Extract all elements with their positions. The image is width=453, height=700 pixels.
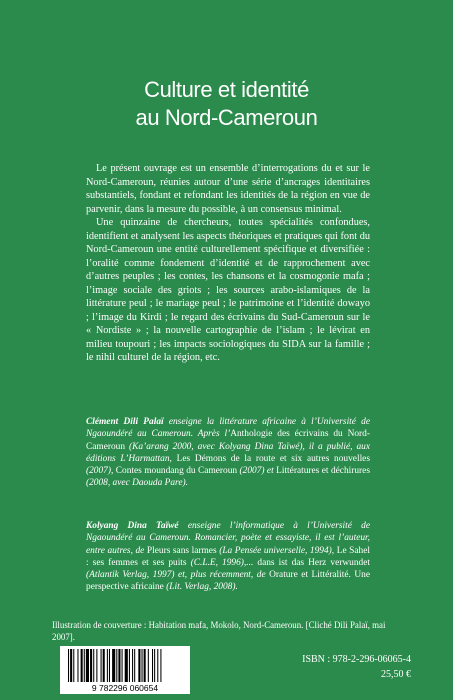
bio-text: (2007) et xyxy=(237,466,277,477)
book-title-ref: Littératures et déchirures xyxy=(276,466,370,477)
barcode-bar xyxy=(77,649,78,682)
book-title-ref: Les Démons de la route et six autres nouvelles xyxy=(176,453,370,464)
author-name: Clément Dili Palaï xyxy=(86,417,164,427)
barcode-bar xyxy=(101,649,102,682)
book-title-ref: Anthologie des écrivains du Nord-Cameroun xyxy=(86,429,370,452)
bio-text: (La Pensée universelle, 1994), xyxy=(216,545,337,556)
barcode-bar xyxy=(103,649,105,682)
barcode-bar xyxy=(138,649,140,682)
barcode-bar xyxy=(132,649,133,682)
barcode-bar xyxy=(81,649,83,682)
barcode-bar xyxy=(142,649,143,682)
barcode-bar xyxy=(148,649,149,682)
barcode-bar xyxy=(93,649,94,682)
barcode-bar xyxy=(122,649,123,682)
author-bio-dili-palai xyxy=(86,416,370,490)
isbn-number: ISBN : 978-2-296-06065-4 xyxy=(302,654,411,665)
author-name: Kolyang Dina Taïwé xyxy=(86,521,179,531)
bio-text: (Lit. Verlag, 2008). xyxy=(163,582,238,593)
barcode-digits: 9 782296 060654 xyxy=(91,683,159,693)
barcode-bar xyxy=(118,649,120,682)
cover-illustration-credit: Illustration de couverture : Habitation mafa, Mokolo, Nord-Cameroun. [Cliché Dili Palaï, mai 2007]. xyxy=(52,620,386,642)
barcode-bar xyxy=(152,649,153,682)
book-title xyxy=(0,76,453,132)
barcode-bar xyxy=(84,649,85,682)
summary-paragraph-2: Une quinzaine de chercheurs, toutes spécialités confondues, identifient et analysent les aspects théoriques et pratiques qui font du Nord-Cameroun une entité culturellement spécifique et diversifiée : l’oralité comme fondement d’identité et de rapprochement avec d’autres peuples ; les contes, les chansons et la cosmogonie mafa ; l’image sociale des griots ; les sources arabo-islamiques de la littérature peul ; le mariage peul ; le patrimoine et l’identité dowayo ; l’image du Kirdi ; le regard des écrivains du Sud-Cameroun sur le « Nordiste » ; la nouvelle cartographie de l’islam ; le lévirat en milieu toupouri ; les impacts sociologiques du SIDA sur la famille ; le nihil culturel de la région, etc. xyxy=(86,217,370,363)
barcode-bar xyxy=(129,649,130,682)
title-line-2: au Nord-Cameroun xyxy=(135,105,318,130)
book-title-ref: Le Sahel : ses femmes et ses puits xyxy=(86,545,371,568)
bio-text: (C.L.E, 1996),... xyxy=(186,557,258,568)
author-bio-kolyang-dina-taiwe xyxy=(86,520,370,594)
summary-paragraph-1: Le présent ouvrage est un ensemble d’interrogations du et sur le Nord-Cameroun, réunies autour d’une série d’ancrages identitaires substantiels, fondant et refondant les identités de la région en vue de parvenir, dans la mesure du possible, à un consensus minimal. xyxy=(86,163,370,215)
bio-text: (Ka’arang 2000, avec Kolyang Dina Taïwé), il a publié, aux éditions L’Harmattan, xyxy=(86,441,370,464)
barcode-bar xyxy=(68,649,69,682)
barcode-bar xyxy=(86,649,89,682)
barcode-bar xyxy=(109,649,110,682)
book-title-ref: Pleurs sans larmes xyxy=(146,545,217,556)
barcode-bar xyxy=(160,649,161,682)
book-title-ref: dans ist das Herz verwundet xyxy=(257,557,370,568)
barcode-bar xyxy=(90,649,92,682)
bio-text: (2008, avec Daouda Pare). xyxy=(86,478,188,489)
bio-text: (Atlantik Verlag, 1997) et, plus récemment, de xyxy=(86,570,270,581)
isbn-and-price xyxy=(302,652,411,682)
barcode xyxy=(60,646,190,694)
barcode-bar xyxy=(107,649,108,682)
barcode-bar xyxy=(154,649,155,682)
barcode-bar xyxy=(116,649,117,682)
price: 25,50 € xyxy=(381,669,411,680)
bio-text: enseigne l’informatique à l’Université de Ngaoundéré au Cameroun. Romancier, poète et essayiste, il est l’auteur, entre autres, de xyxy=(86,521,370,556)
barcode-bar xyxy=(112,649,115,682)
barcode-bar xyxy=(125,649,128,682)
bio-text: enseigne la littérature africaine à l’Université de Ngaoundéré au Cameroun. Après l’ xyxy=(86,417,371,440)
book-title-ref: Contes moundang du Cameroun xyxy=(115,466,238,477)
barcode-bar xyxy=(70,649,72,682)
barcode-bar xyxy=(157,649,158,682)
barcode-bar xyxy=(144,649,146,682)
bio-text: (2007), xyxy=(86,466,116,477)
title-line-1: Culture et identité xyxy=(144,77,309,102)
barcode-bar xyxy=(73,649,74,682)
book-summary xyxy=(86,162,370,365)
barcode-bar xyxy=(96,649,97,682)
barcode-graphic xyxy=(60,646,190,694)
book-title-ref: Orature et Littéralité. Une perspective africaine xyxy=(86,570,370,593)
barcode-bar xyxy=(134,649,135,682)
